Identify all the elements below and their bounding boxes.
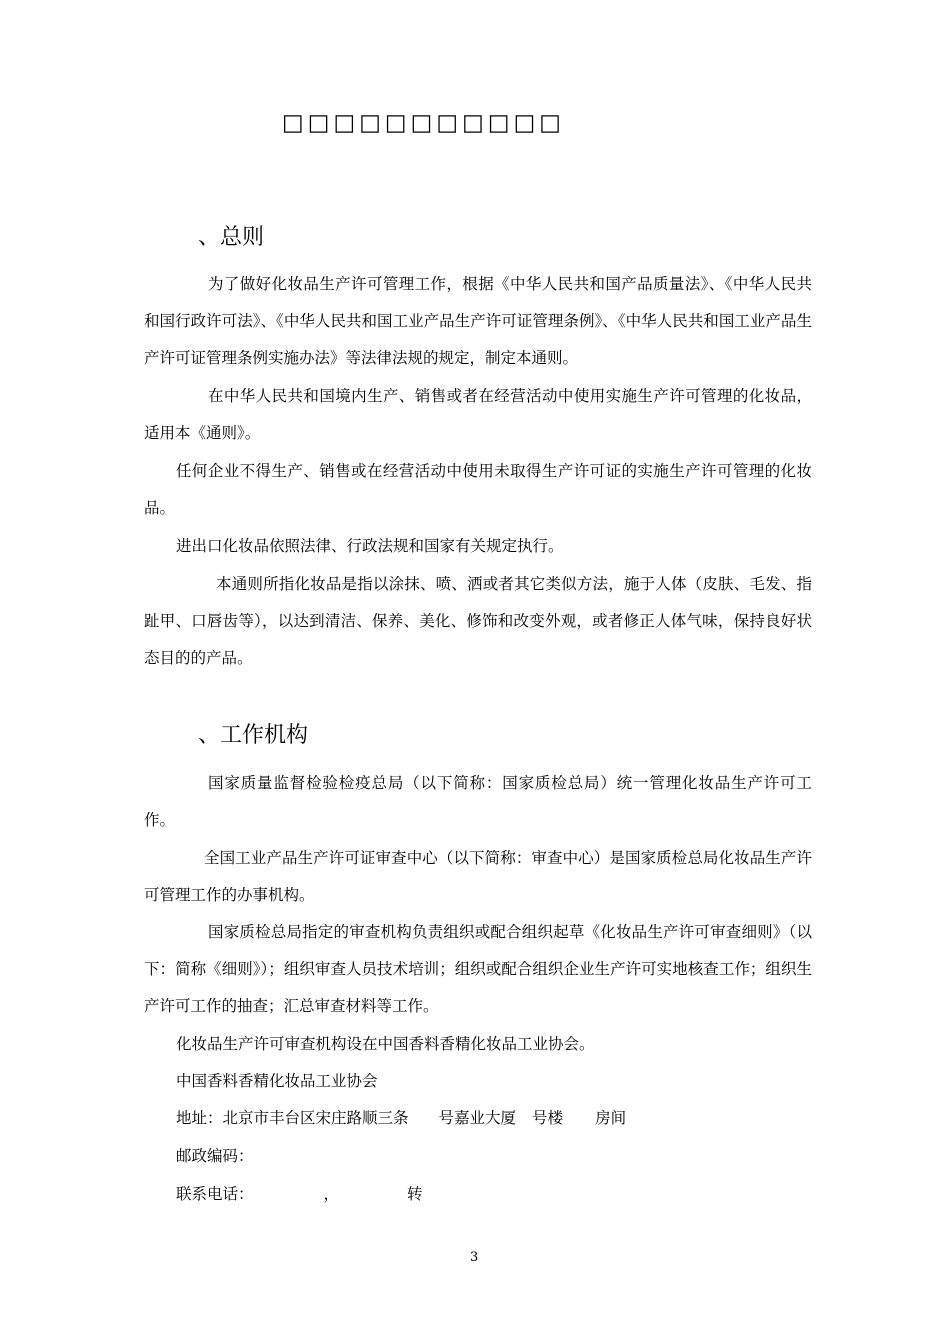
address-label: 地址：: [176, 1109, 223, 1127]
page-number: 3: [470, 1250, 479, 1265]
phone-extension: 转: [407, 1185, 423, 1203]
paragraph: 国家质检总局指定的审查机构负责组织或配合组织起草《化妆品生产许可审查细则》（以下：简称《细则》）；组织审查人员技术培训；组织或配合组织企业生产许可实地核查工作；组织生产许可工作的抽查；汇总审查材料等工作。: [144, 923, 812, 1015]
paragraph: 化妆品生产许可审查机构设在中国香料香精化妆品工业协会。: [176, 1035, 595, 1053]
contact-address: [176, 1100, 626, 1137]
address-part: 号嘉业大厦: [438, 1109, 517, 1127]
paragraph: 任何企业不得生产、销售或在经营活动中使用未取得生产许可证的实施生产许可管理的化妆品。: [144, 462, 812, 517]
paragraph: 在中华人民共和国境内生产、销售或者在经营活动中使用实施生产许可管理的化妆品，适用本《通则》。: [144, 387, 812, 442]
contact-org-name: 中国香料香精化妆品工业协会: [176, 1072, 378, 1090]
paragraph: 本通则所指化妆品是指以涂抹、喷、洒或者其它类似方法，施于人体（皮肤、毛发、指趾甲、口唇齿等），以达到清洁、保养、美化、修饰和改变外观，或者修正人体气味，保持良好状态目的的产品。: [144, 575, 812, 667]
contact-postal-label: 邮政编码：: [176, 1147, 254, 1165]
address-part: 号楼: [532, 1109, 564, 1127]
section-heading-work-agency: 、工作机构: [198, 723, 309, 748]
phone-label: 联系电话：: [176, 1185, 254, 1203]
contact-phone: [176, 1176, 423, 1213]
paragraph: 国家质量监督检验检疫总局（以下简称：国家质检总局）统一管理化妆品生产许可工作。: [144, 774, 812, 829]
paragraph: 为了做好化妆品生产许可管理工作，根据《中华人民共和国产品质量法》、《中华人民共和国行政许可法》、《中华人民共和国工业产品生产许可证管理条例》、《中华人民共和国工业产品生产许可证管理条例实施办法》等法律法规的规定，制定本通则。: [144, 275, 812, 367]
paragraph: 全国工业产品生产许可证审查中心（以下简称：审查中心）是国家质检总局化妆品生产许可管理工作的办事机构。: [144, 849, 812, 904]
document-title: □□□□□□□□□□□: [282, 110, 566, 136]
section-heading-general: 、总则: [198, 225, 265, 250]
phone-separator: ，: [323, 1185, 340, 1203]
address-part: 北京市丰台区宋庄路顺三条: [222, 1109, 409, 1127]
paragraph: 进出口化妆品依照法律、行政法规和国家有关规定执行。: [176, 537, 564, 555]
address-part: 房间: [595, 1109, 627, 1127]
